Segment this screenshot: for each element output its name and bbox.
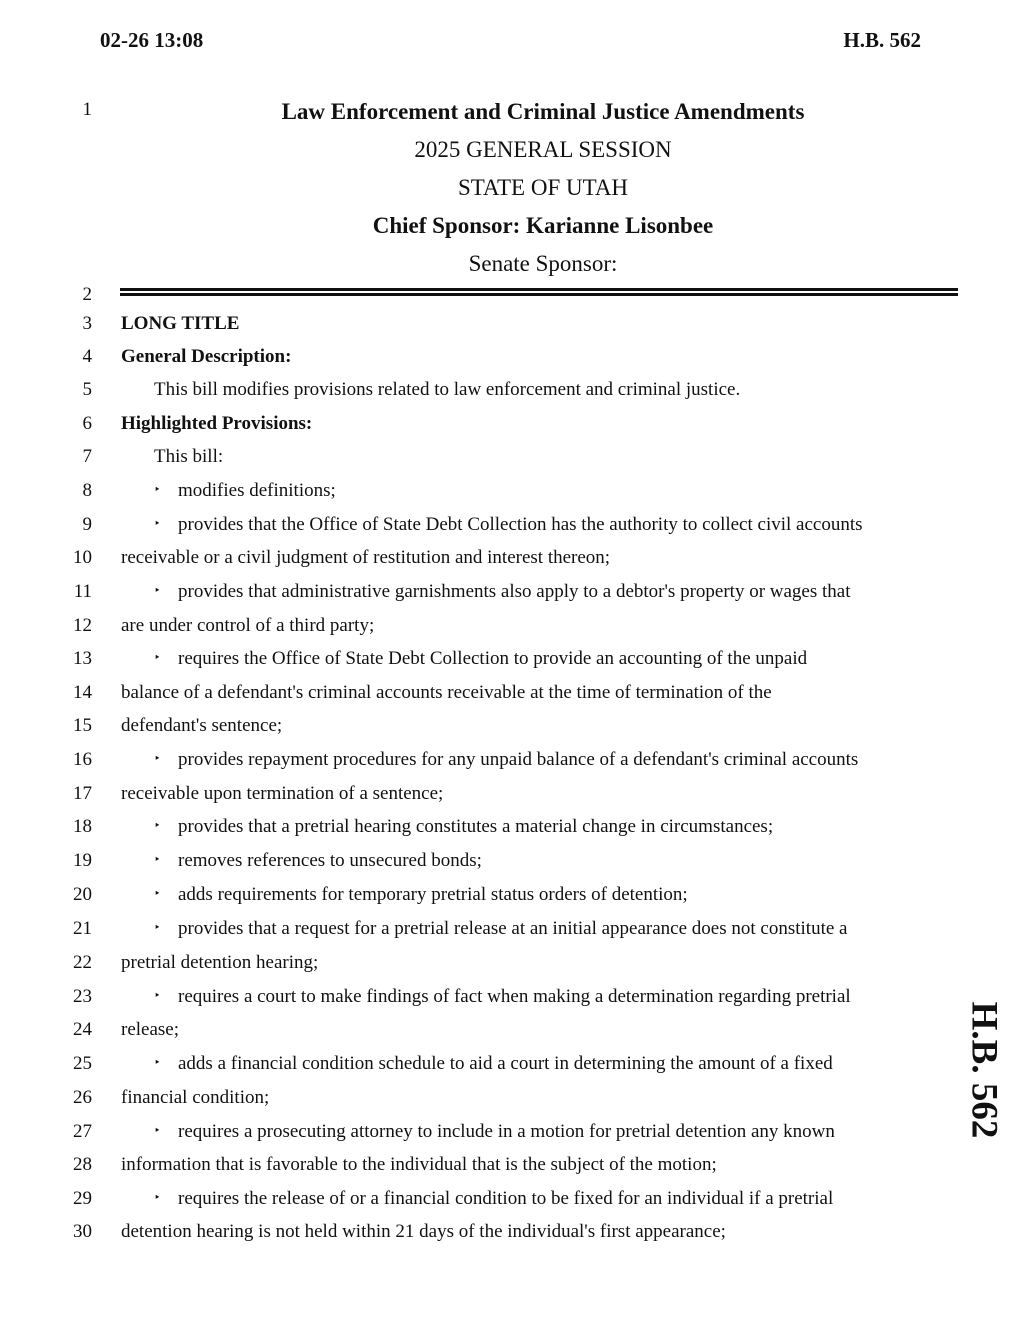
- line-number: 17: [73, 783, 92, 804]
- bullet-marker-icon: ‣: [154, 652, 161, 664]
- side-bill-label: H.B. 562: [963, 1001, 1005, 1139]
- line-number: 21: [73, 918, 92, 939]
- line-number: 2: [82, 284, 92, 305]
- provision-item: ‣ provides that a pretrial hearing constitutes a material change in circumstances;: [154, 816, 774, 837]
- line-number: 20: [73, 884, 92, 905]
- line-number: 25: [73, 1053, 92, 1074]
- general-description-text: This bill modifies provisions related to law enforcement and criminal justice.: [154, 379, 741, 400]
- provision-item: ‣ removes references to unsecured bonds;: [154, 850, 482, 871]
- provision-item: ‣ requires the release of or a financial condition to be fixed for an individual if a pretrial: [154, 1188, 834, 1209]
- provision-continuation: pretrial detention hearing;: [121, 952, 319, 973]
- line-number: 8: [82, 480, 92, 501]
- bullet-marker-icon: ‣: [154, 484, 161, 496]
- provision-continuation: defendant's sentence;: [121, 715, 283, 736]
- bullet-marker-icon: ‣: [154, 585, 161, 597]
- provision-item: ‣ adds a financial condition schedule to aid a court in determining the amount of a fixed: [154, 1053, 833, 1074]
- provision-item: ‣ modifies definitions;: [154, 480, 336, 501]
- line-number: 27: [73, 1121, 92, 1142]
- long-title-heading: LONG TITLE: [121, 313, 240, 334]
- line-number: 28: [73, 1154, 92, 1175]
- line-number: 4: [82, 346, 92, 367]
- provision-item: ‣ requires the Office of State Debt Collection to provide an accounting of the unpaid: [154, 648, 808, 669]
- line-number: 9: [82, 514, 92, 535]
- line-number: 24: [73, 1019, 92, 1040]
- line-number: 22: [73, 952, 92, 973]
- highlighted-provisions-heading: Highlighted Provisions:: [121, 413, 313, 434]
- provision-item: ‣ provides that administrative garnishments also apply to a debtor's property or wages that: [154, 581, 851, 602]
- bill-title: Law Enforcement and Criminal Justice Amendments: [281, 99, 805, 124]
- line-number: 14: [73, 682, 92, 703]
- provision-item: ‣ provides that a request for a pretrial release at an initial appearance does not constitute a: [154, 918, 848, 939]
- line-number: 29: [73, 1188, 92, 1209]
- bullet-marker-icon: ‣: [154, 820, 161, 832]
- state-label: STATE OF UTAH: [457, 175, 629, 200]
- provision-continuation: information that is favorable to the individual that is the subject of the motion;: [121, 1154, 717, 1175]
- provision-item: ‣ requires a prosecuting attorney to include in a motion for pretrial detention any known: [154, 1121, 835, 1142]
- line-number: 13: [73, 648, 92, 669]
- line-number: 12: [73, 615, 92, 636]
- this-bill-intro: This bill:: [154, 446, 224, 467]
- line-number: 1: [82, 99, 92, 120]
- general-description-heading: General Description:: [121, 346, 292, 367]
- bullet-marker-icon: ‣: [154, 1192, 161, 1204]
- bullet-marker-icon: ‣: [154, 1125, 161, 1137]
- line-number: 5: [82, 379, 92, 400]
- line-number: 26: [73, 1087, 92, 1108]
- header-timestamp: 02-26 13:08: [100, 28, 204, 52]
- line-number: 30: [73, 1221, 92, 1242]
- provision-continuation: balance of a defendant's criminal accounts receivable at the time of termination of the: [121, 682, 772, 703]
- provision-continuation: are under control of a third party;: [121, 615, 375, 636]
- line-number: 6: [82, 413, 92, 434]
- line-number: 23: [73, 986, 92, 1007]
- header-bill-number: H.B. 562: [843, 28, 921, 52]
- line-number: 16: [73, 749, 92, 770]
- title-divider-bottom: [120, 293, 958, 296]
- line-number: 15: [73, 715, 92, 736]
- provision-continuation: release;: [121, 1019, 180, 1040]
- provision-item: ‣ provides repayment procedures for any unpaid balance of a defendant's criminal accounts: [154, 749, 859, 770]
- line-number: 3: [82, 313, 92, 334]
- bullet-marker-icon: ‣: [154, 922, 161, 934]
- bullet-marker-icon: ‣: [154, 518, 161, 530]
- line-number: 11: [73, 581, 92, 602]
- provision-continuation: receivable upon termination of a sentence;: [121, 783, 444, 804]
- provision-item: ‣ adds requirements for temporary pretrial status orders of detention;: [154, 884, 688, 905]
- provision-continuation: receivable or a civil judgment of restitution and interest thereon;: [121, 547, 611, 568]
- bullet-marker-icon: ‣: [154, 888, 161, 900]
- bullet-marker-icon: ‣: [154, 854, 161, 866]
- bullet-marker-icon: ‣: [154, 1057, 161, 1069]
- line-number: 18: [73, 816, 92, 837]
- line-number: 7: [82, 446, 92, 467]
- bullet-marker-icon: ‣: [154, 753, 161, 765]
- provision-continuation: financial condition;: [121, 1087, 270, 1108]
- provision-item: ‣ provides that the Office of State Debt Collection has the authority to collect civil accounts: [154, 514, 863, 535]
- provision-continuation: detention hearing is not held within 21 days of the individual's first appearance;: [121, 1221, 726, 1242]
- line-number: 19: [73, 850, 92, 871]
- provision-item: ‣ requires a court to make findings of fact when making a determination regarding pretrial: [154, 986, 851, 1007]
- title-divider-top: [120, 288, 958, 291]
- session-label: 2025 GENERAL SESSION: [414, 137, 672, 162]
- bullet-marker-icon: ‣: [154, 990, 161, 1002]
- senate-sponsor: Senate Sponsor:: [468, 251, 618, 276]
- chief-sponsor: Chief Sponsor: Karianne Lisonbee: [372, 213, 714, 238]
- line-number: 10: [73, 547, 92, 568]
